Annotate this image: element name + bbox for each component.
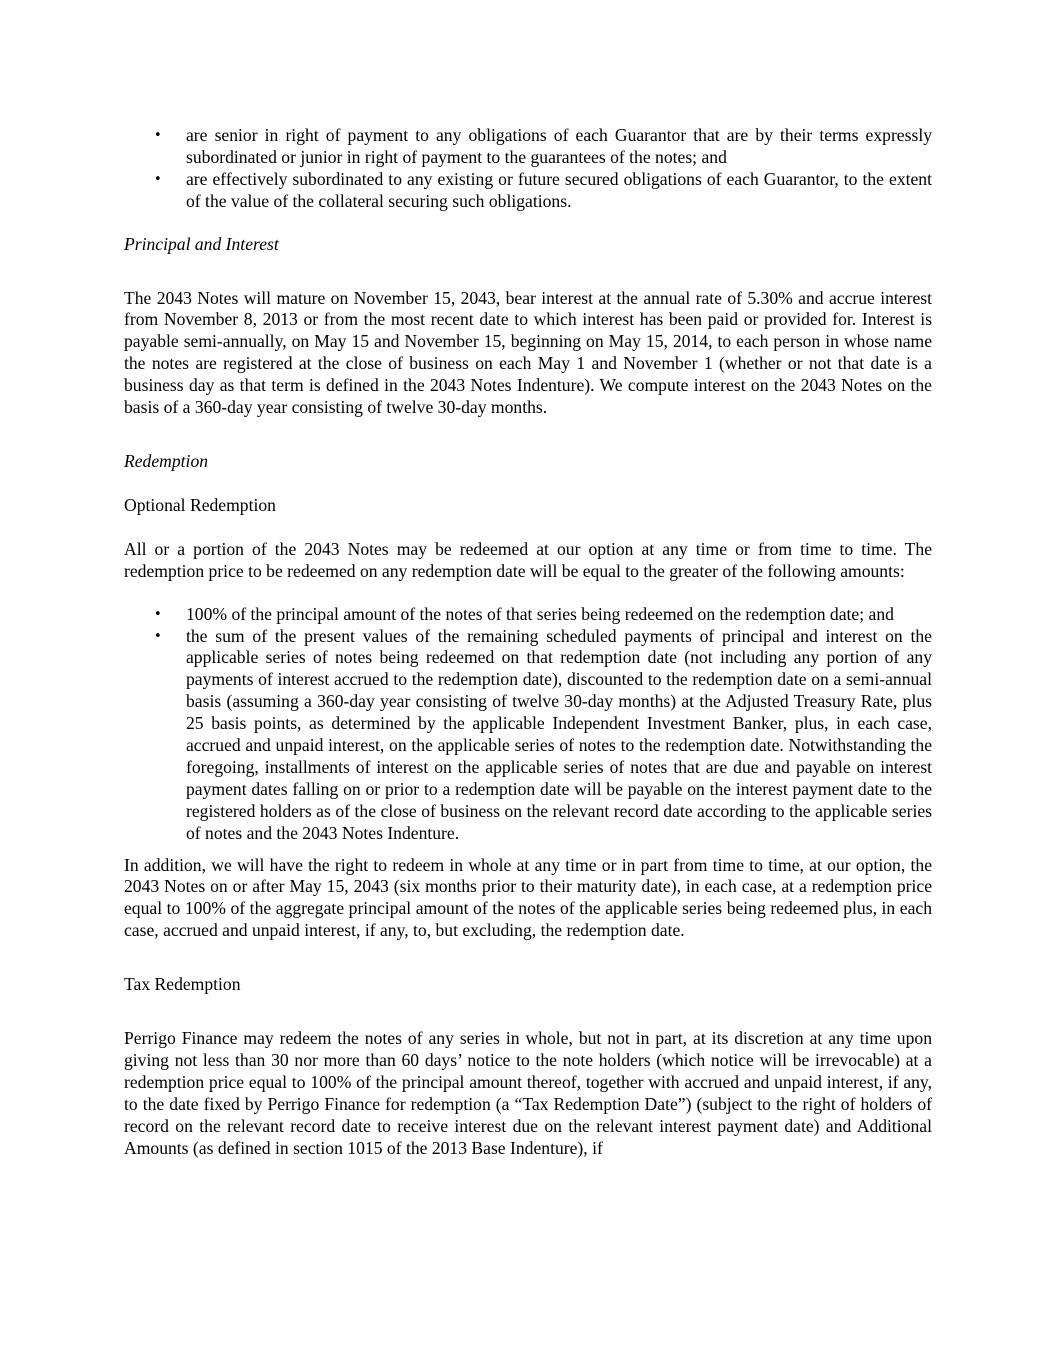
principal-and-interest-heading: Principal and Interest (124, 233, 279, 254)
tax-redemption-paragraph: Perrigo Finance may redeem the notes of any series in whole, but not in part, at its discretion at any time upon giving not less than 30 nor more than 60 days’ notice to the note holders (which notice will be irrevocable) at a redemption price equal to 100% of the principal amount thereof, together with accrued and unpaid interest, if any, to the date fixed by Perrigo Finance for redemption (a “Tax Redemption Date”) (subject to the right of holders of record on the relevant record date to receive interest due on the relevant interest payment date) and Additional Amounts (as defined in section 1015 of the 2013 Base Indenture), if (124, 1028, 932, 1158)
bullet-text: are senior in right of payment to any obligations of each Guarantor that are by their terms expressly subordinated or junior in right of payment to the guarantees of the notes; and (186, 125, 932, 167)
document-page (124, 125, 932, 1160)
bullet-item (124, 169, 932, 213)
bullet-text: the sum of the present values of the remaining scheduled payments of principal and interest on the applicable series of notes being redeemed on that redemption date (not including any portion of any payments of interest accrued to the redemption date), discounted to the redemption date on a semi-annual basis (assuming a 360-day year consisting of twelve 30-day months) at the Adjusted Treasury Rate, plus 25 basis points, as determined by the applicable Independent Investment Banker, plus, in each case, accrued and unpaid interest, on the applicable series of notes to the redemption date. Notwithstanding the foregoing, installments of interest on the applicable series of notes that are due and payable on interest payment dates falling on or prior to a redemption date will be payable on the interest payment date to the registered holders as of the close of business on the relevant record date according to the applicable series of notes and the 2043 Notes Indenture. (186, 625, 932, 843)
optional-redemption-heading: Optional Redemption (124, 494, 276, 515)
bullet-text: are effectively subordinated to any existing or future secured obligations of each Guarantor, to the extent of the value of the collateral securing such obligations. (186, 168, 932, 211)
bullet-item (124, 626, 932, 845)
bullet-icon: • (154, 128, 162, 143)
bullet-icon: • (154, 171, 162, 187)
tax-redemption-heading: Tax Redemption (124, 974, 241, 995)
guarantor-bullet-list (124, 125, 932, 213)
bullet-item (124, 125, 932, 169)
optional-redemption-paragraph: All or a portion of the 2043 Notes may be redeemed at our option at any time or from time to time. The redemption price to be redeemed on any redemption date will be equal to the greater of the following amounts: (124, 538, 932, 581)
redemption-heading: Redemption (124, 450, 209, 471)
bullet-icon: • (154, 628, 162, 644)
redemption-price-bullet-list (124, 604, 932, 845)
bullet-text: 100% of the principal amount of the notes of that series being redeemed on the redemption date; and (186, 603, 894, 624)
principal-and-interest-paragraph: The 2043 Notes will mature on November 15, 2043, bear interest at the annual rate of 5.30% and accrue interest from November 8, 2013 or from the most recent date to which interest has been paid or provided for. Interest is payable semi-annually, on May 15 and November 15, beginning on May 15, 2014, to each person in whose name the notes are registered at the close of business on each May 1 and November 1 (whether or not that date is a business day as that term is defined in the 2043 Notes Indenture). We compute interest on the 2043 Notes on the basis of a 360-day year consisting of twelve 30-day months. (124, 287, 932, 418)
additional-redemption-paragraph: In addition, we will have the right to redeem in whole at any time or in part from time to time, at our option, the 2043 Notes on or after May 15, 2043 (six months prior to their maturity date), in each case, at a redemption price equal to 100% of the aggregate principal amount of the notes of the applicable series being redeemed plus, in each case, accrued and unpaid interest, if any, to, but excluding, the redemption date. (124, 854, 932, 941)
bullet-item (124, 604, 932, 626)
bullet-icon: • (154, 606, 162, 622)
